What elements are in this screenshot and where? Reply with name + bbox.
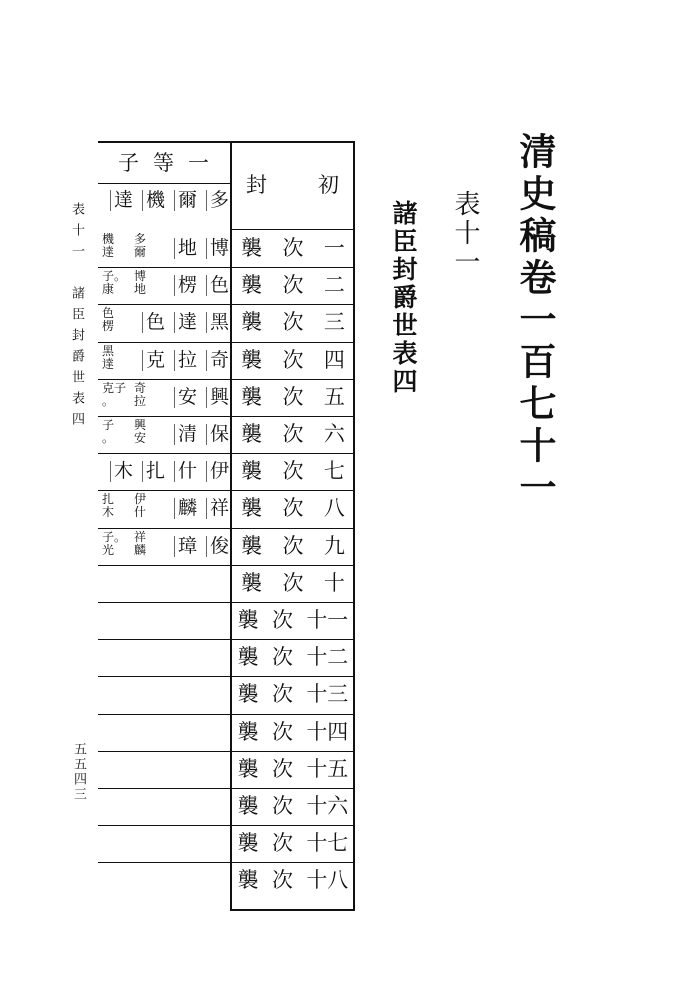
- row-number: 八: [323, 496, 345, 521]
- header-chu: 初: [318, 173, 339, 197]
- volume-title: 清史稿卷一百七十一: [513, 132, 557, 510]
- name-char: 多: [210, 189, 230, 211]
- row-suffix: 次: [282, 533, 304, 558]
- row-number: 十二: [306, 645, 349, 670]
- annotation-note: 多 爾: [134, 232, 147, 259]
- annotation-note: 祥 麟: [134, 529, 147, 557]
- succession-table: [98, 141, 355, 911]
- name-char: 達: [114, 189, 134, 211]
- name-mark: [142, 350, 143, 371]
- row-number: 十六: [306, 794, 349, 818]
- name-mark: [206, 312, 207, 333]
- name-char: 安: [178, 385, 198, 408]
- row-number: 十七: [306, 831, 349, 856]
- annotation-note: 子 。: [102, 418, 115, 445]
- name-char: 保: [210, 423, 230, 445]
- table-top-rule: [98, 141, 355, 143]
- table-bottom-rule: [231, 909, 355, 911]
- annotation-note: 興 安: [134, 418, 147, 445]
- row-prefix: 襲: [241, 236, 263, 260]
- name-mark: [174, 312, 175, 333]
- row-prefix: 襲: [241, 570, 263, 595]
- succession-row: [231, 424, 355, 445]
- name-mark: [174, 536, 175, 557]
- row-prefix: 襲: [241, 459, 263, 484]
- name-mark: [174, 275, 175, 296]
- succession-row: [231, 312, 355, 333]
- succession-row: [231, 719, 355, 744]
- annotation-note: 子。 康: [102, 269, 127, 297]
- row-prefix: 襲: [241, 347, 263, 372]
- row-number: 四: [323, 347, 345, 372]
- row-suffix: 次: [282, 459, 304, 484]
- annotation-note: 扎 木: [102, 492, 115, 520]
- annotation-note: 黑 達: [102, 343, 115, 371]
- name-mark: [110, 461, 111, 482]
- succession-row: [231, 570, 355, 595]
- succession-row: [231, 756, 355, 781]
- row-number: 九: [323, 533, 345, 558]
- row-prefix: 襲: [237, 719, 259, 744]
- page-number: 五五四三: [71, 742, 86, 802]
- row-prefix: 襲: [237, 868, 259, 893]
- succession-row: [231, 461, 355, 482]
- row-prefix: 襲: [237, 794, 259, 818]
- row-rule: [98, 639, 355, 640]
- row-number: 十八: [306, 868, 349, 893]
- name-char: 扎: [146, 460, 166, 483]
- row-rule: [98, 676, 355, 677]
- row-suffix: 次: [282, 570, 304, 595]
- name-char: 博: [210, 237, 230, 259]
- row-number: 十四: [306, 719, 349, 744]
- row-suffix: 次: [271, 645, 293, 670]
- name-char: 璋: [178, 534, 198, 557]
- succession-row: [231, 647, 355, 668]
- name-mark: [174, 350, 175, 371]
- row-suffix: 次: [282, 496, 304, 521]
- row-rule: [98, 453, 355, 454]
- name-mark: [206, 190, 207, 211]
- row-rule: [98, 416, 355, 417]
- row-rule: [98, 751, 355, 752]
- row-number: 一: [323, 236, 345, 260]
- name-char: 色: [210, 274, 230, 297]
- name-char: 爾: [178, 189, 198, 211]
- row-number: 二: [323, 273, 345, 298]
- row-rule: [98, 379, 355, 380]
- row-rule: [98, 788, 355, 789]
- row-rule: [98, 528, 355, 529]
- row-suffix: 次: [282, 347, 304, 372]
- row-suffix: 次: [282, 384, 304, 409]
- table-label: 表十一: [450, 190, 480, 277]
- row-number: 十一: [306, 608, 349, 632]
- name-mark: [142, 461, 143, 482]
- row-suffix: 次: [271, 719, 293, 744]
- name-mark: [174, 461, 175, 482]
- row-prefix: 襲: [241, 422, 263, 446]
- row-rule: [98, 490, 355, 491]
- name-char: 俊: [210, 534, 230, 557]
- annotation-note: 色 楞: [102, 306, 115, 334]
- succession-row: [231, 384, 355, 409]
- annotation-note: 奇 拉: [134, 380, 147, 408]
- name-mark: [206, 498, 207, 519]
- row-rule: [98, 304, 355, 305]
- succession-row: [231, 498, 355, 519]
- row-rule: [98, 862, 355, 863]
- name-char: 奇: [210, 348, 230, 371]
- row-rule: [98, 565, 355, 566]
- annotation-note: 博 地: [134, 269, 147, 297]
- row-rule: [98, 267, 355, 268]
- row-prefix: 襲: [237, 756, 259, 781]
- row-prefix: 襲: [241, 310, 263, 335]
- row-prefix: 襲: [237, 682, 259, 707]
- row-rule: [98, 825, 355, 826]
- name-mark: [206, 461, 207, 482]
- annotation-note: 克子 。: [102, 380, 127, 408]
- row-suffix: 次: [271, 608, 293, 632]
- succession-row: [231, 347, 355, 372]
- name-mark: [174, 387, 175, 408]
- name-char: 清: [178, 423, 198, 445]
- name-char: 伊: [210, 460, 230, 483]
- name-char: 什: [178, 460, 198, 483]
- row-suffix: 次: [282, 273, 304, 298]
- succession-row: [231, 533, 355, 558]
- row-number: 十五: [306, 756, 349, 781]
- row-suffix: 次: [282, 236, 304, 260]
- row-number: 五: [323, 384, 345, 409]
- name-mark: [174, 238, 175, 259]
- name-mark: [206, 275, 207, 296]
- name-mark: [174, 424, 175, 445]
- name-char: 地: [178, 237, 198, 259]
- succession-row: [231, 275, 355, 296]
- name-char: 木: [114, 460, 134, 483]
- table-name: 諸臣封爵世表四: [389, 200, 418, 396]
- succession-row: [231, 870, 355, 891]
- name-char: 麟: [178, 497, 198, 520]
- annotation-note: 伊 什: [134, 492, 147, 520]
- name-mark: [206, 350, 207, 371]
- name-mark: [110, 190, 111, 211]
- row-prefix: 襲: [237, 831, 259, 856]
- name-mark: [142, 312, 143, 333]
- name-char: 克: [146, 348, 166, 371]
- row-prefix: 襲: [237, 645, 259, 670]
- name-mark: [174, 498, 175, 519]
- name-char: 色: [146, 311, 166, 334]
- row-suffix: 次: [271, 794, 293, 818]
- row-suffix: 次: [271, 831, 293, 856]
- row-suffix: 次: [271, 868, 293, 893]
- succession-row: [231, 684, 355, 705]
- row-rule: [98, 602, 355, 603]
- header-divider-left: [98, 183, 231, 184]
- row-prefix: 襲: [241, 273, 263, 298]
- name-char: 達: [178, 311, 198, 334]
- name-mark: [142, 190, 143, 211]
- row-suffix: 次: [271, 756, 293, 781]
- row-number: 六: [323, 422, 345, 446]
- name-mark: [206, 238, 207, 259]
- header-feng: 封: [246, 173, 267, 197]
- succession-row: [231, 610, 355, 631]
- row-prefix: 襲: [237, 608, 259, 632]
- name-char: 機: [146, 189, 166, 211]
- rank-yi: 一等子: [118, 151, 223, 175]
- row-number: 十: [323, 570, 345, 595]
- row-rule: [98, 714, 355, 715]
- row-suffix: 次: [282, 422, 304, 446]
- row-suffix: 次: [282, 310, 304, 335]
- name-mark: [206, 424, 207, 445]
- row-number: 三: [323, 310, 345, 335]
- name-char: 興: [210, 385, 230, 408]
- name-mark: [206, 387, 207, 408]
- header-divider-right: [231, 229, 355, 230]
- row-prefix: 襲: [241, 384, 263, 409]
- row-number: 七: [323, 459, 345, 484]
- row-prefix: 襲: [241, 496, 263, 521]
- margin-title: 表十一 諸臣封爵世表四: [69, 202, 84, 433]
- row-rule: [98, 342, 355, 343]
- succession-row: [231, 796, 355, 817]
- succession-row: [231, 833, 355, 854]
- annotation-note: 子。 光: [102, 529, 127, 557]
- annotation-note: 機 達: [102, 232, 115, 259]
- succession-row: [231, 238, 355, 259]
- row-number: 十三: [306, 682, 349, 707]
- row-suffix: 次: [271, 682, 293, 707]
- row-prefix: 襲: [241, 533, 263, 558]
- name-mark: [174, 190, 175, 211]
- name-char: 拉: [178, 348, 198, 371]
- name-char: 黑: [210, 311, 230, 334]
- name-char: 祥: [210, 497, 230, 520]
- name-char: 楞: [178, 274, 198, 297]
- name-mark: [206, 536, 207, 557]
